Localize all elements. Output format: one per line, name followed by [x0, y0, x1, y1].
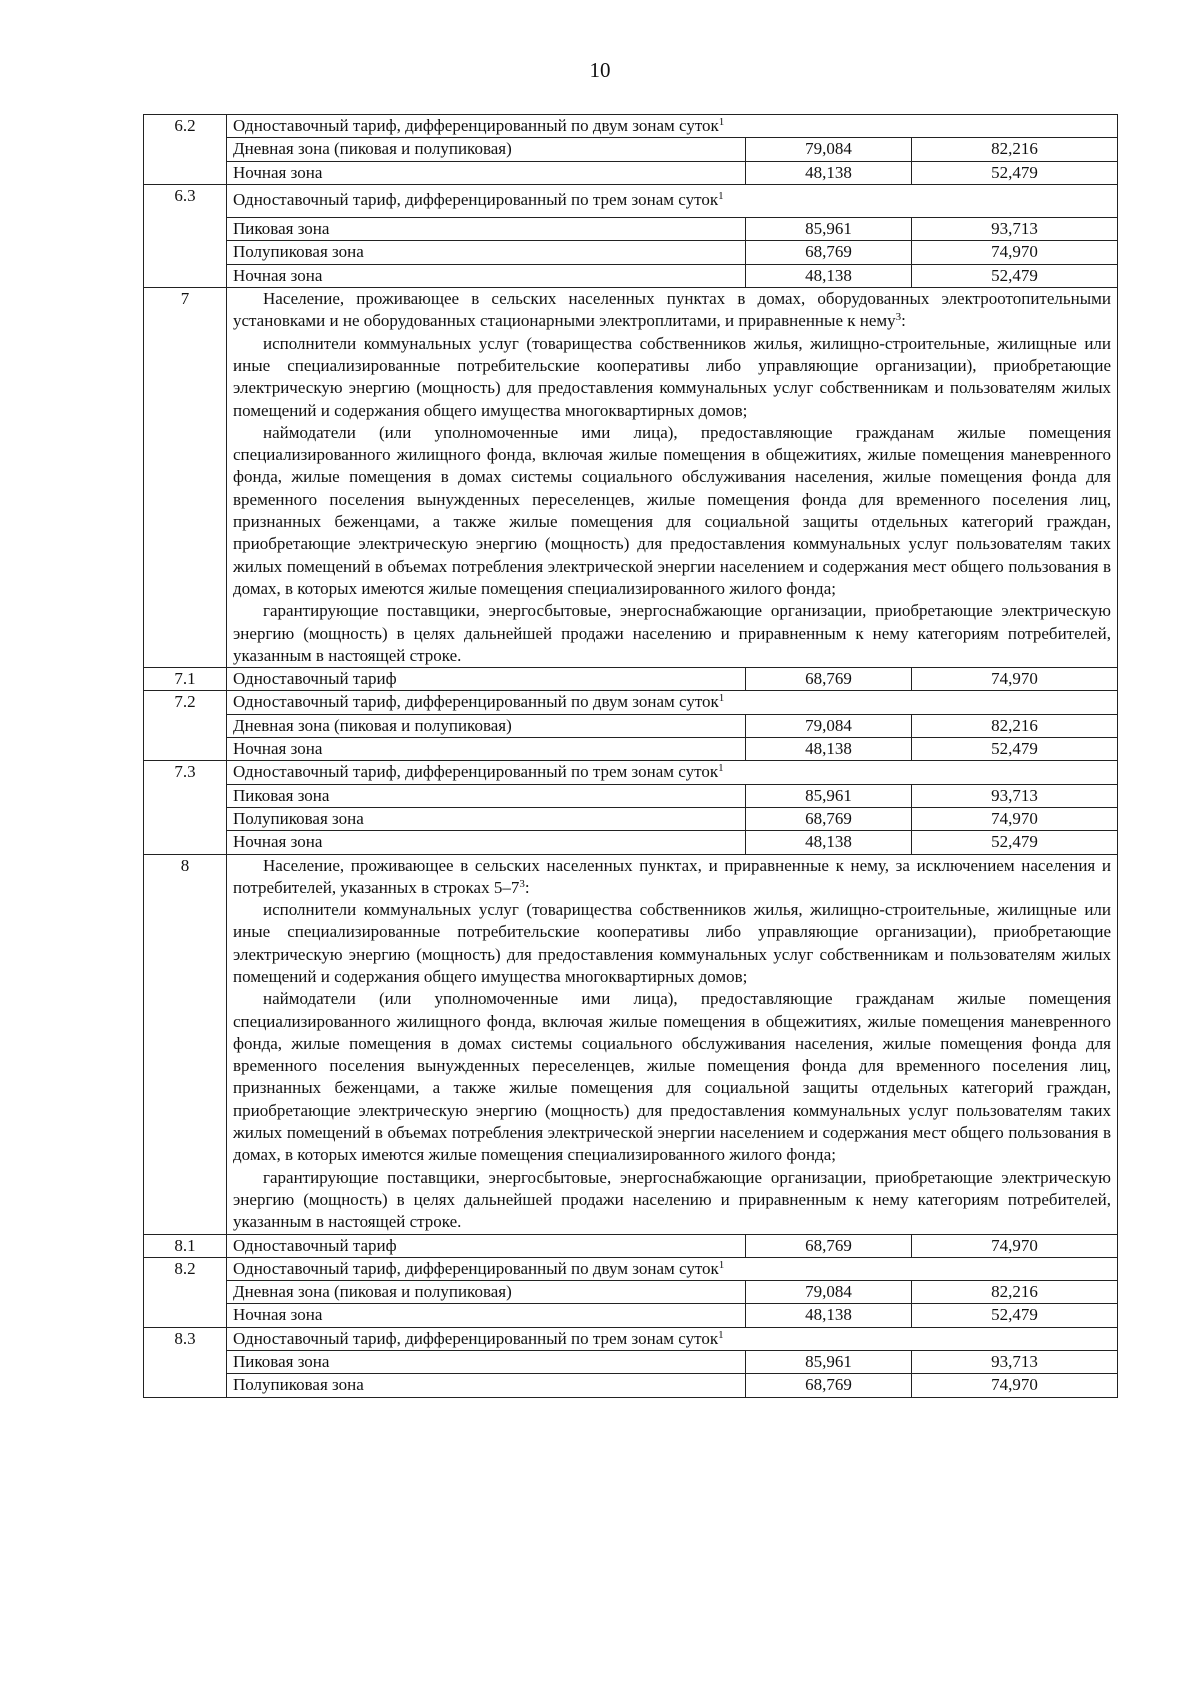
- value-cell: 48,138: [746, 831, 912, 854]
- table-row: [144, 668, 1118, 691]
- tariff-table: [143, 114, 1118, 1398]
- table-row: [144, 241, 1118, 264]
- value-cell: 79,084: [746, 714, 912, 737]
- table-row: [144, 138, 1118, 161]
- row-number: 6.3: [144, 184, 227, 287]
- row-number: 6.2: [144, 115, 227, 185]
- value-cell: 79,084: [746, 138, 912, 161]
- value-cell: 68,769: [746, 668, 912, 691]
- value-cell: 52,479: [912, 264, 1118, 287]
- zone-label: Ночная зона: [227, 264, 746, 287]
- row-number: 7.2: [144, 691, 227, 761]
- table-row: [144, 1304, 1118, 1327]
- value-cell: 79,084: [746, 1281, 912, 1304]
- zone-label: Дневная зона (пиковая и полупиковая): [227, 138, 746, 161]
- table-row: [144, 761, 1118, 784]
- zone-label: Одноставочный тариф: [227, 1234, 746, 1257]
- row-number: 8.1: [144, 1234, 227, 1257]
- value-cell: 93,713: [912, 784, 1118, 807]
- value-cell: 52,479: [912, 738, 1118, 761]
- zone-label: Ночная зона: [227, 738, 746, 761]
- row-number: 7.3: [144, 761, 227, 854]
- row-number: 7: [144, 288, 227, 668]
- zone-label: Ночная зона: [227, 161, 746, 184]
- row-number: 8.2: [144, 1257, 227, 1327]
- table-row: [144, 218, 1118, 241]
- table-row: [144, 1327, 1118, 1350]
- value-cell: 93,713: [912, 1351, 1118, 1374]
- table-row: [144, 288, 1118, 668]
- category-description: [227, 288, 1118, 668]
- zone-label: Полупиковая зона: [227, 1374, 746, 1397]
- value-cell: 52,479: [912, 831, 1118, 854]
- table-row: [144, 854, 1118, 1234]
- table-row: [144, 1374, 1118, 1397]
- value-cell: 68,769: [746, 1374, 912, 1397]
- value-cell: 74,970: [912, 1234, 1118, 1257]
- category-paragraph: наймодатели (или уполномоченные ими лица), предоставляющие гражданам жилые помещения специализированного жилищного фонда, включая жилые помещения в общежитиях, жилые помещения маневренного фонда, жилые помещения в домах системы социального обслуживания населения, жилые помещения фонда для временного поселения вынужденных переселенцев, жилые помещения фонда для временного поселения лиц, признанных беженцами, а также жилые помещения для социальной защиты отдельных категорий граждан, приобретающие электрическую энергию (мощность) для предоставления коммунальных услуг пользователям таких жилых помещений в объемах потребления электрической энергии населением и содержания мест общего пользования в домах, в которых имеются жилые помещения специализированного жилого фонда;: [233, 422, 1112, 598]
- value-cell: 48,138: [746, 1304, 912, 1327]
- category-paragraph: исполнители коммунальных услуг (товарищества собственников жилья, жилищно-строительные, жилищные или иные специализированные потребительские кооперативы либо управляющие организации), приобретающие электрическую энергию (мощность) для предоставления коммунальных услуг собственникам и пользователям жилых помещений и содержания общего имущества многоквартирных домов;: [233, 900, 1112, 986]
- table-row: [144, 161, 1118, 184]
- table-row: [144, 1351, 1118, 1374]
- row-heading: Одноставочный тариф, дифференцированный по двум зонам суток$^1$: [227, 1257, 1118, 1280]
- zone-label: Дневная зона (пиковая и полупиковая): [227, 1281, 746, 1304]
- value-cell: 74,970: [912, 1374, 1118, 1397]
- value-cell: 85,961: [746, 1351, 912, 1374]
- row-number: 8: [144, 854, 227, 1234]
- row-heading: Одноставочный тариф, дифференцированный по двум зонам суток$^1$: [227, 691, 1118, 714]
- table-row: [144, 691, 1118, 714]
- value-cell: 82,216: [912, 714, 1118, 737]
- value-cell: 68,769: [746, 1234, 912, 1257]
- row-heading: Одноставочный тариф, дифференцированный по трем зонам суток$^1$: [227, 184, 1118, 217]
- table-row: [144, 807, 1118, 830]
- table-row: [144, 831, 1118, 854]
- value-cell: 82,216: [912, 138, 1118, 161]
- zone-label: Пиковая зона: [227, 1351, 746, 1374]
- value-cell: 68,769: [746, 241, 912, 264]
- value-cell: 48,138: [746, 161, 912, 184]
- table-row: [144, 1234, 1118, 1257]
- value-cell: 48,138: [746, 738, 912, 761]
- table-row: [144, 714, 1118, 737]
- zone-label: Ночная зона: [227, 831, 746, 854]
- value-cell: 82,216: [912, 1281, 1118, 1304]
- category-paragraph: гарантирующие поставщики, энергосбытовые, энергоснабжающие организации, приобретающие электрическую энергию (мощность) в целях дальнейшей продажи населению и приравненным к нему категориям потребителей, указанным в настоящей строке.: [233, 1167, 1112, 1232]
- table-row: [144, 1257, 1118, 1280]
- table-row: [144, 184, 1118, 217]
- value-cell: 93,713: [912, 218, 1118, 241]
- value-cell: 74,970: [912, 668, 1118, 691]
- zone-label: Полупиковая зона: [227, 807, 746, 830]
- row-heading: Одноставочный тариф, дифференцированный по двум зонам суток$^1$: [227, 115, 1118, 138]
- zone-label: Одноставочный тариф: [227, 668, 746, 691]
- row-heading: Одноставочный тариф, дифференцированный по трем зонам суток$^1$: [227, 1327, 1118, 1350]
- value-cell: 85,961: [746, 218, 912, 241]
- category-description: [227, 854, 1118, 1234]
- value-cell: 52,479: [912, 1304, 1118, 1327]
- value-cell: 74,970: [912, 807, 1118, 830]
- value-cell: 85,961: [746, 784, 912, 807]
- value-cell: 68,769: [746, 807, 912, 830]
- page-number: 10: [589, 58, 611, 82]
- value-cell: 48,138: [746, 264, 912, 287]
- category-paragraph: исполнители коммунальных услуг (товарищества собственников жилья, жилищно-строительные, жилищные или иные специализированные потребительские кооперативы либо управляющие организации), приобретающие электрическую энергию (мощность) для предоставления коммунальных услуг собственникам и пользователям жилых помещений и содержания общего имущества многоквартирных домов;: [233, 333, 1112, 420]
- table-row: [144, 784, 1118, 807]
- zone-label: Ночная зона: [227, 1304, 746, 1327]
- zone-label: Дневная зона (пиковая и полупиковая): [227, 714, 746, 737]
- row-heading: Одноставочный тариф, дифференцированный по трем зонам суток$^1$: [227, 761, 1118, 784]
- category-paragraph: наймодатели (или уполномоченные ими лица), предоставляющие гражданам жилые помещения специализированного жилищного фонда, включая жилые помещения в общежитиях, жилые помещения маневренного фонда, жилые помещения в домах системы социального обслуживания населения, жилые помещения фонда для временного поселения вынужденных переселенцев, жилые помещения фонда для временного поселения лиц, признанных беженцами, а также жилые помещения для социальной защиты отдельных категорий граждан, приобретающие электрическую энергию (мощность) для предоставления коммунальных услуг пользователям таких жилых помещений в объемах потребления электрической энергии населением и содержания мест общего пользования в домах, в которых имеются жилые помещения специализированного жилого фонда;: [233, 989, 1112, 1165]
- value-cell: 74,970: [912, 241, 1118, 264]
- zone-label: Пиковая зона: [227, 784, 746, 807]
- category-intro: Население, проживающее в сельских населенных пунктах в домах, оборудованных электроотопительными установками и не оборудованных стационарными электроплитами, и приравненные к нему$^3$:: [233, 289, 1112, 331]
- row-number: 8.3: [144, 1327, 227, 1397]
- category-paragraph: гарантирующие поставщики, энергосбытовые, энергоснабжающие организации, приобретающие электрическую энергию (мощность) в целях дальнейшей продажи населению и приравненным к нему категориям потребителей, указанным в настоящей строке.: [233, 601, 1112, 665]
- zone-label: Полупиковая зона: [227, 241, 746, 264]
- table-row: [144, 738, 1118, 761]
- table-row: [144, 115, 1118, 138]
- value-cell: 52,479: [912, 161, 1118, 184]
- table-row: [144, 1281, 1118, 1304]
- row-number: 7.1: [144, 668, 227, 691]
- table-row: [144, 264, 1118, 287]
- zone-label: Пиковая зона: [227, 218, 746, 241]
- category-intro: Население, проживающее в сельских населенных пунктах, и приравненные к нему, за исключением населения и потребителей, указанных в строках $5-7^3$:: [233, 855, 1112, 897]
